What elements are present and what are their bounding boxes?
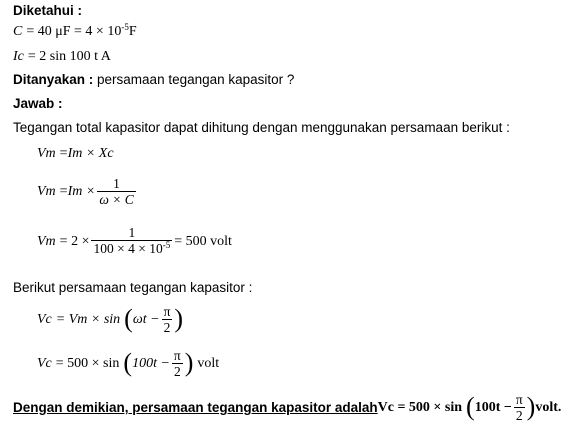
eq3-result: = 500 volt [174,233,232,249]
equation-vc-1 [37,304,183,335]
eq1-lhs: Vm [37,146,56,161]
capacitance-unit: F [128,24,137,39]
conclusion-paren-open: ( [466,391,475,421]
capacitance-symbol: C [13,24,23,39]
eq5-lhs: Vc [37,355,52,371]
eq5-fraction [172,348,183,379]
current-value: = 2 sin 100 t A [27,49,111,64]
equation-vm-1 [37,146,114,162]
conclusion [13,392,561,423]
conclusion-fraction [514,392,525,423]
conclusion-text: Dengan demikian, persamaan tegangan kapasitor adalah [13,400,378,415]
capacitance-exponent: -5 [121,22,129,32]
eq3-fraction [91,225,172,258]
asked-label: Ditanyakan : [13,72,94,87]
given-capacitance [13,24,137,40]
eq5-numerator: π [173,348,181,363]
conclusion-paren-close: ) [526,391,536,421]
conclusion-arg: 100t − [474,399,512,415]
conclusion-unit: volt. [535,399,562,415]
eq2-fraction [97,176,135,207]
asked-line [13,72,294,87]
asked-text: persamaan tegangan kapasitor ? [93,72,295,87]
eq4-arg: ωt − [132,311,160,327]
eq5-unit: volt [197,355,220,371]
conclusion-denominator: 2 [515,408,523,423]
eq4-paren-close: ) [174,303,184,333]
eq3-denominator-exp: -5 [162,240,171,250]
eq4-pre: = Vm × sin [55,311,121,327]
equation-vc-2 [37,348,219,379]
current-symbol: Ic [13,49,24,64]
eq5-arg: 100t − [132,355,170,371]
eq5-denominator: 2 [173,364,181,379]
capacitance-value: = 40 μF = 4 × 10 [26,24,122,39]
equation-vm-2 [37,176,138,207]
intro-text: Tegangan total kapasitor dapat dihitung dengan menggunakan persamaan berikut : [13,120,510,135]
eq3-denominator [91,240,172,258]
eq4-numerator: π [163,304,171,319]
eq1-eq: = [59,146,68,161]
given-current [13,49,111,65]
eq3-denominator-base: 100 × 4 × 10 [93,241,163,256]
eq1-rhs: Im × Xc [67,146,114,161]
eq2-eq: = [59,183,68,199]
eq3-pre: = 2 × [59,233,90,249]
eq4-lhs: Vc [37,311,52,327]
conclusion-pre: Vc = 500 × sin [377,399,463,415]
berikut-text: Berikut persamaan tegangan kapasitor : [13,280,253,295]
conclusion-numerator: π [515,392,523,407]
eq4-paren-open: ( [124,303,133,333]
eq5-paren-open: ( [123,347,133,377]
eq2-denominator: ω × C [99,192,134,207]
equation-vm-3 [37,225,232,258]
eq2-pre: Im × [67,183,96,199]
eq2-numerator: 1 [113,176,120,191]
eq5-pre: = 500 × sin [55,355,120,371]
eq2-lhs: Vm [37,183,56,199]
eq5-paren-close: ) [184,347,194,377]
eq3-numerator: 1 [128,225,136,240]
answer-heading: Jawab : [13,96,63,111]
eq4-denominator: 2 [163,320,171,335]
given-heading: Diketahui : [13,3,83,18]
eq3-lhs: Vm [37,233,56,249]
eq4-fraction [162,304,173,335]
